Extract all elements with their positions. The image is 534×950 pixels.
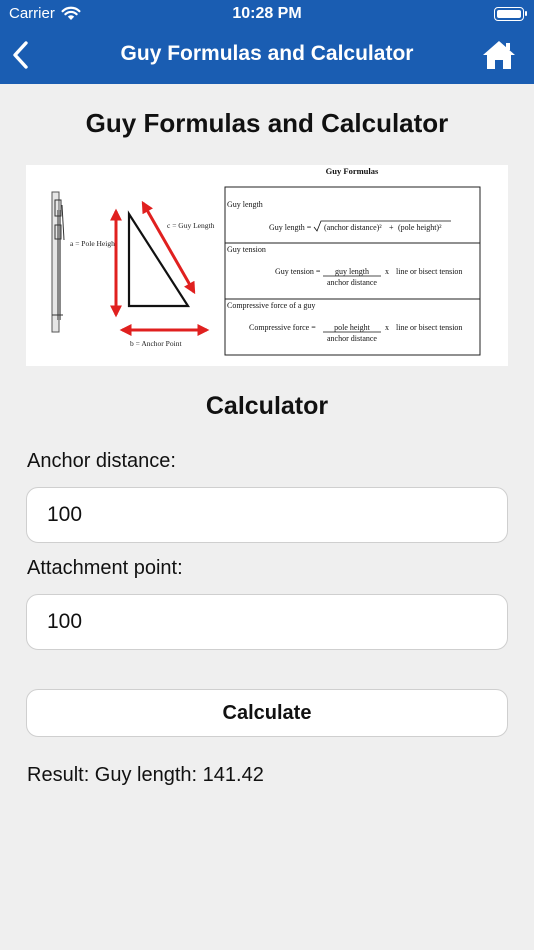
anchor-distance-input[interactable]: [26, 487, 508, 543]
guy-tension-heading: Guy tension: [227, 245, 266, 254]
status-time: 10:28 PM: [232, 5, 302, 22]
compressive-force-rhs: line or bisect tension: [396, 323, 463, 332]
formulas-table-header: Guy Formulas: [325, 166, 379, 176]
guy-tension-denominator: anchor distance: [327, 278, 377, 287]
guy-length-heading: Guy length: [227, 200, 263, 209]
guy-length-lhs: Guy length =: [269, 223, 312, 232]
pole-height-label: a = Pole Height: [70, 239, 117, 248]
calculate-button[interactable]: Calculate: [26, 689, 508, 737]
attachment-point-input[interactable]: [26, 594, 508, 650]
attachment-point-label: Attachment point:: [27, 557, 183, 579]
guy-formulas-image: [26, 165, 508, 366]
compressive-force-denominator: anchor distance: [327, 334, 377, 343]
carrier-label: Carrier: [9, 5, 55, 22]
page-title: Guy Formulas and Calculator: [85, 108, 449, 138]
guy-tension-times: x: [385, 267, 389, 276]
status-bar: [0, 0, 534, 28]
battery-icon: [494, 7, 524, 21]
guy-length-plus: +: [389, 223, 394, 232]
result-text: Result: Guy length: 141.42: [27, 764, 264, 786]
nav-title: Guy Formulas and Calculator: [120, 42, 414, 65]
compressive-force-numerator: pole height: [334, 323, 370, 332]
anchor-point-label: b = Anchor Point: [130, 339, 182, 348]
guy-tension-rhs: line or bisect tension: [396, 267, 463, 276]
guy-tension-lhs: Guy tension =: [275, 267, 321, 276]
utility-pole-drawing: [52, 192, 64, 332]
guy-length-radicand-a: (anchor distance)²: [324, 223, 382, 232]
home-icon[interactable]: [482, 38, 516, 72]
navigation-bar: [0, 28, 534, 84]
calculator-title: Calculator: [205, 392, 329, 420]
compressive-force-heading: Compressive force of a guy: [227, 301, 316, 310]
compressive-force-lhs: Compressive force =: [249, 323, 316, 332]
guy-length-label: c = Guy Length: [167, 221, 215, 230]
guy-tension-numerator: guy length: [335, 267, 369, 276]
guy-length-radicand-b: (pole height)²: [398, 223, 442, 232]
compressive-force-times: x: [385, 323, 389, 332]
top-bar: [0, 0, 534, 84]
anchor-distance-label: Anchor distance:: [27, 450, 176, 472]
